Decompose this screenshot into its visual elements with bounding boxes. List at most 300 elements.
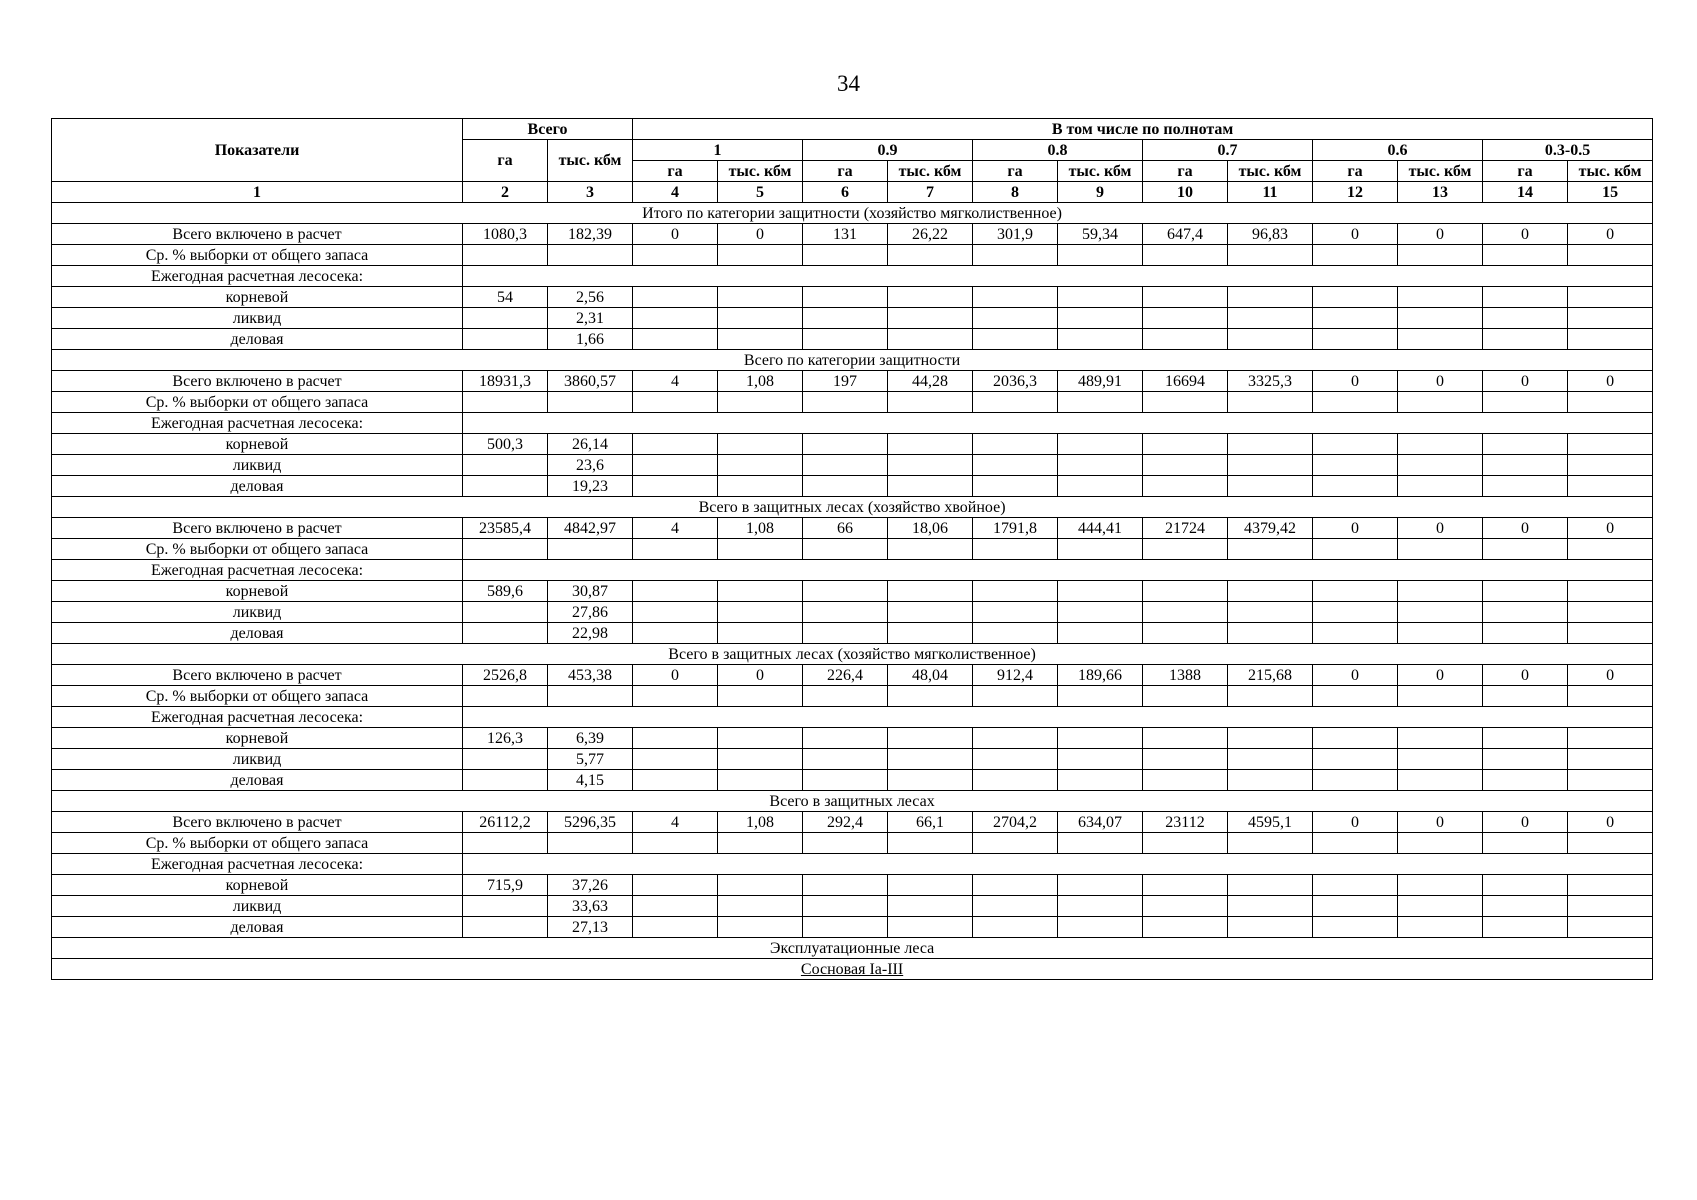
- value-cell: [1058, 392, 1143, 413]
- value-cell: 21724: [1143, 518, 1228, 539]
- value-cell: [1058, 245, 1143, 266]
- row-label: Ежегодная расчетная лесосека:: [52, 854, 463, 875]
- value-cell: 0: [1313, 518, 1398, 539]
- value-cell: [1228, 539, 1313, 560]
- section-header-row: [52, 791, 1653, 812]
- value-cell: [973, 623, 1058, 644]
- value-cell: [718, 875, 803, 896]
- value-cell: [1058, 896, 1143, 917]
- section-title-text: Сосновая Ia-III: [800, 960, 904, 978]
- table-row: [52, 917, 1653, 938]
- row-label: Ср. % выборки от общего запаса: [52, 833, 463, 854]
- value-cell: [1483, 434, 1568, 455]
- row-label: Ежегодная расчетная лесосека:: [52, 413, 463, 434]
- value-cell: 131: [803, 224, 888, 245]
- row-label: корневой: [52, 287, 463, 308]
- value-cell: [973, 896, 1058, 917]
- value-cell: [888, 476, 973, 497]
- value-cell: 912,4: [973, 665, 1058, 686]
- header-ha: га: [1313, 161, 1398, 182]
- value-cell: [1568, 833, 1653, 854]
- value-cell: 3860,57: [548, 371, 633, 392]
- value-cell: 715,9: [463, 875, 548, 896]
- value-cell: [973, 392, 1058, 413]
- page-number: 34: [837, 71, 860, 96]
- value-cell: [1483, 455, 1568, 476]
- value-cell: [1568, 434, 1653, 455]
- value-cell: [1483, 875, 1568, 896]
- value-cell: [1058, 875, 1143, 896]
- value-cell: [548, 245, 633, 266]
- value-cell: [463, 602, 548, 623]
- value-cell: [803, 602, 888, 623]
- value-cell: [1143, 476, 1228, 497]
- column-number: 1: [52, 182, 463, 203]
- value-cell: [803, 245, 888, 266]
- value-cell: [888, 539, 973, 560]
- value-cell: [718, 749, 803, 770]
- value-cell: 0: [1483, 224, 1568, 245]
- value-cell: 4842,97: [548, 518, 633, 539]
- value-cell: [1143, 686, 1228, 707]
- value-cell: 3325,3: [1228, 371, 1313, 392]
- value-cell: [973, 602, 1058, 623]
- value-cell: [718, 770, 803, 791]
- value-cell: [973, 686, 1058, 707]
- header-ha: га: [1143, 161, 1228, 182]
- table-row: [52, 749, 1653, 770]
- value-cell: [1568, 245, 1653, 266]
- value-cell: [633, 245, 718, 266]
- value-cell: [803, 623, 888, 644]
- value-cell: [718, 434, 803, 455]
- value-cell: [1398, 833, 1483, 854]
- value-cell: [803, 770, 888, 791]
- value-cell: 27,86: [548, 602, 633, 623]
- table-row: [52, 665, 1653, 686]
- value-cell: 1,08: [718, 371, 803, 392]
- header-density-group: 0.8: [973, 140, 1143, 161]
- value-cell: [1313, 602, 1398, 623]
- table-row: [52, 308, 1653, 329]
- value-cell: [1143, 581, 1228, 602]
- header-total-ha: га: [463, 140, 548, 182]
- table-row: [52, 770, 1653, 791]
- table-row: [52, 392, 1653, 413]
- value-cell: [1313, 245, 1398, 266]
- value-cell: [633, 602, 718, 623]
- section-title: [52, 350, 1653, 371]
- section-title: [52, 938, 1653, 959]
- value-cell: [1313, 896, 1398, 917]
- value-cell: [1058, 833, 1143, 854]
- table-row: [52, 434, 1653, 455]
- value-cell: [1568, 602, 1653, 623]
- value-cell: [1058, 917, 1143, 938]
- value-cell: 18931,3: [463, 371, 548, 392]
- value-cell: 647,4: [1143, 224, 1228, 245]
- column-number: 7: [888, 182, 973, 203]
- value-cell: 19,23: [548, 476, 633, 497]
- value-cell: [1483, 602, 1568, 623]
- value-cell: 5,77: [548, 749, 633, 770]
- value-cell: [1058, 434, 1143, 455]
- value-cell: 0: [1568, 371, 1653, 392]
- value-cell: [1483, 476, 1568, 497]
- value-cell: 0: [1313, 371, 1398, 392]
- value-cell: [1228, 770, 1313, 791]
- value-cell: 1080,3: [463, 224, 548, 245]
- row-label: Ср. % выборки от общего запаса: [52, 245, 463, 266]
- value-cell: 16694: [1143, 371, 1228, 392]
- value-cell: [1483, 749, 1568, 770]
- value-cell: 0: [1483, 665, 1568, 686]
- value-cell: [1143, 308, 1228, 329]
- value-cell: [633, 686, 718, 707]
- value-cell: 2036,3: [973, 371, 1058, 392]
- value-cell: [973, 728, 1058, 749]
- value-cell: [973, 833, 1058, 854]
- table-row: [52, 686, 1653, 707]
- value-cell: [1483, 623, 1568, 644]
- value-cell: [1398, 602, 1483, 623]
- value-cell: [1483, 917, 1568, 938]
- value-cell: [1058, 455, 1143, 476]
- value-cell: 0: [1568, 812, 1653, 833]
- table-body: [52, 203, 1653, 980]
- value-cell: [1143, 602, 1228, 623]
- value-cell: [1568, 581, 1653, 602]
- table-row: [52, 707, 1653, 728]
- value-cell: [803, 875, 888, 896]
- value-cell: [1313, 749, 1398, 770]
- value-cell: [633, 329, 718, 350]
- value-cell: 44,28: [888, 371, 973, 392]
- value-cell: 0: [1483, 518, 1568, 539]
- value-cell: 4,15: [548, 770, 633, 791]
- value-cell: [463, 896, 548, 917]
- table-row: [52, 854, 1653, 875]
- column-number: 10: [1143, 182, 1228, 203]
- value-cell: [463, 560, 1653, 581]
- value-cell: 2704,2: [973, 812, 1058, 833]
- value-cell: [1398, 749, 1483, 770]
- value-cell: [718, 392, 803, 413]
- value-cell: [1568, 875, 1653, 896]
- row-label: Всего включено в расчет: [52, 665, 463, 686]
- column-number: 15: [1568, 182, 1653, 203]
- value-cell: [463, 707, 1653, 728]
- value-cell: [463, 245, 548, 266]
- column-number: 4: [633, 182, 718, 203]
- value-cell: [463, 833, 548, 854]
- value-cell: [1568, 623, 1653, 644]
- value-cell: [1398, 539, 1483, 560]
- header-total: Всего: [463, 119, 633, 140]
- header-ha: га: [973, 161, 1058, 182]
- value-cell: [463, 917, 548, 938]
- section-title: [52, 497, 1653, 518]
- value-cell: [973, 308, 1058, 329]
- value-cell: [633, 308, 718, 329]
- value-cell: [1058, 539, 1143, 560]
- value-cell: [633, 896, 718, 917]
- value-cell: 1388: [1143, 665, 1228, 686]
- value-cell: [1228, 917, 1313, 938]
- value-cell: [888, 896, 973, 917]
- value-cell: [1483, 539, 1568, 560]
- value-cell: [1398, 581, 1483, 602]
- row-label: ликвид: [52, 749, 463, 770]
- value-cell: [1058, 287, 1143, 308]
- row-label: ликвид: [52, 308, 463, 329]
- value-cell: [1313, 476, 1398, 497]
- value-cell: [1398, 875, 1483, 896]
- value-cell: [633, 539, 718, 560]
- value-cell: [1398, 308, 1483, 329]
- value-cell: [888, 749, 973, 770]
- header-ha: га: [1483, 161, 1568, 182]
- value-cell: [633, 749, 718, 770]
- row-label: Ср. % выборки от общего запаса: [52, 539, 463, 560]
- value-cell: 453,38: [548, 665, 633, 686]
- row-label: деловая: [52, 770, 463, 791]
- row-label: Ср. % выборки от общего запаса: [52, 392, 463, 413]
- value-cell: [803, 833, 888, 854]
- value-cell: [718, 308, 803, 329]
- table-row: [52, 623, 1653, 644]
- value-cell: 0: [1398, 665, 1483, 686]
- value-cell: [463, 392, 548, 413]
- value-cell: [1143, 917, 1228, 938]
- value-cell: [888, 728, 973, 749]
- section-title-text: Итого по категории защитности (хозяйство мягколиственное): [642, 204, 1062, 222]
- value-cell: [1228, 476, 1313, 497]
- value-cell: [1143, 455, 1228, 476]
- value-cell: [1228, 581, 1313, 602]
- value-cell: [463, 749, 548, 770]
- value-cell: [973, 476, 1058, 497]
- section-title-text: Всего в защитных лесах (хозяйство мягколиственное): [668, 645, 1036, 663]
- column-number: 2: [463, 182, 548, 203]
- value-cell: [1143, 623, 1228, 644]
- value-cell: [1228, 749, 1313, 770]
- header-volume: тыс. кбм: [718, 161, 803, 182]
- value-cell: 0: [1398, 518, 1483, 539]
- value-cell: [1483, 392, 1568, 413]
- section-header-row: [52, 959, 1653, 980]
- value-cell: [888, 287, 973, 308]
- value-cell: 4: [633, 371, 718, 392]
- header-indicators: Показатели: [52, 119, 463, 182]
- value-cell: 26112,2: [463, 812, 548, 833]
- value-cell: [1568, 476, 1653, 497]
- column-number: 9: [1058, 182, 1143, 203]
- value-cell: [1568, 539, 1653, 560]
- row-label: корневой: [52, 728, 463, 749]
- value-cell: [548, 539, 633, 560]
- section-header-row: [52, 203, 1653, 224]
- value-cell: [803, 728, 888, 749]
- header-density-group: 0.3-0.5: [1483, 140, 1653, 161]
- value-cell: [973, 875, 1058, 896]
- value-cell: 48,04: [888, 665, 973, 686]
- value-cell: [888, 686, 973, 707]
- value-cell: [1313, 917, 1398, 938]
- value-cell: [888, 434, 973, 455]
- section-title-text: Всего по категории защитности: [743, 351, 961, 369]
- row-label: Ежегодная расчетная лесосека:: [52, 560, 463, 581]
- table-row: [52, 476, 1653, 497]
- value-cell: [803, 581, 888, 602]
- value-cell: [803, 896, 888, 917]
- value-cell: [973, 434, 1058, 455]
- value-cell: [803, 539, 888, 560]
- value-cell: [1228, 287, 1313, 308]
- value-cell: [1483, 728, 1568, 749]
- row-label: корневой: [52, 875, 463, 896]
- value-cell: 4595,1: [1228, 812, 1313, 833]
- value-cell: 189,66: [1058, 665, 1143, 686]
- value-cell: [463, 308, 548, 329]
- value-cell: [1058, 308, 1143, 329]
- value-cell: 0: [1398, 812, 1483, 833]
- value-cell: 0: [1568, 665, 1653, 686]
- section-header-row: [52, 938, 1653, 959]
- value-cell: [633, 770, 718, 791]
- table-row: [52, 413, 1653, 434]
- value-cell: [1228, 833, 1313, 854]
- value-cell: [1398, 917, 1483, 938]
- value-cell: 18,06: [888, 518, 973, 539]
- header-density-group: 1: [633, 140, 803, 161]
- value-cell: 301,9: [973, 224, 1058, 245]
- value-cell: [718, 245, 803, 266]
- value-cell: 0: [1483, 371, 1568, 392]
- value-cell: [633, 476, 718, 497]
- value-cell: 634,07: [1058, 812, 1143, 833]
- row-label: ликвид: [52, 455, 463, 476]
- value-cell: [463, 770, 548, 791]
- value-cell: [973, 917, 1058, 938]
- column-number: 12: [1313, 182, 1398, 203]
- value-cell: [1398, 245, 1483, 266]
- value-cell: [1058, 770, 1143, 791]
- value-cell: 0: [1398, 371, 1483, 392]
- value-cell: [803, 917, 888, 938]
- value-cell: [973, 329, 1058, 350]
- value-cell: [548, 833, 633, 854]
- value-cell: [718, 539, 803, 560]
- value-cell: [1313, 728, 1398, 749]
- value-cell: [1228, 245, 1313, 266]
- value-cell: [633, 434, 718, 455]
- value-cell: [888, 581, 973, 602]
- value-cell: [1483, 833, 1568, 854]
- value-cell: [1483, 245, 1568, 266]
- value-cell: [803, 476, 888, 497]
- value-cell: [1313, 770, 1398, 791]
- value-cell: 59,34: [1058, 224, 1143, 245]
- value-cell: [718, 602, 803, 623]
- value-cell: [633, 455, 718, 476]
- value-cell: [718, 896, 803, 917]
- value-cell: [548, 392, 633, 413]
- row-label: ликвид: [52, 602, 463, 623]
- value-cell: [1228, 434, 1313, 455]
- value-cell: [718, 833, 803, 854]
- row-label: деловая: [52, 329, 463, 350]
- value-cell: [463, 539, 548, 560]
- column-number: 5: [718, 182, 803, 203]
- value-cell: [1143, 875, 1228, 896]
- value-cell: [1398, 896, 1483, 917]
- table-row: [52, 896, 1653, 917]
- section-title-text: Всего в защитных лесах: [769, 792, 935, 810]
- value-cell: [1398, 623, 1483, 644]
- value-cell: [463, 686, 548, 707]
- section-header-row: [52, 644, 1653, 665]
- value-cell: 2,31: [548, 308, 633, 329]
- value-cell: 197: [803, 371, 888, 392]
- table-row: [52, 812, 1653, 833]
- header-density-group: 0.9: [803, 140, 973, 161]
- value-cell: [803, 455, 888, 476]
- row-label: Всего включено в расчет: [52, 224, 463, 245]
- value-cell: [1228, 602, 1313, 623]
- value-cell: [1313, 455, 1398, 476]
- value-cell: 30,87: [548, 581, 633, 602]
- value-cell: [1313, 329, 1398, 350]
- value-cell: 4: [633, 518, 718, 539]
- value-cell: 54: [463, 287, 548, 308]
- value-cell: [1228, 329, 1313, 350]
- row-label: деловая: [52, 917, 463, 938]
- value-cell: [718, 728, 803, 749]
- value-cell: 126,3: [463, 728, 548, 749]
- value-cell: [1228, 623, 1313, 644]
- value-cell: [718, 917, 803, 938]
- column-number: 3: [548, 182, 633, 203]
- table-row: [52, 833, 1653, 854]
- value-cell: [1143, 833, 1228, 854]
- value-cell: [633, 728, 718, 749]
- value-cell: [1398, 455, 1483, 476]
- value-cell: [1483, 686, 1568, 707]
- value-cell: [1398, 476, 1483, 497]
- value-cell: [1313, 875, 1398, 896]
- value-cell: [463, 413, 1653, 434]
- value-cell: 96,83: [1228, 224, 1313, 245]
- value-cell: [1483, 770, 1568, 791]
- value-cell: [1058, 476, 1143, 497]
- value-cell: 26,22: [888, 224, 973, 245]
- value-cell: 66: [803, 518, 888, 539]
- value-cell: 0: [1398, 224, 1483, 245]
- value-cell: [548, 686, 633, 707]
- value-cell: [1228, 686, 1313, 707]
- row-label: Всего включено в расчет: [52, 812, 463, 833]
- value-cell: [803, 686, 888, 707]
- row-label: Ежегодная расчетная лесосека:: [52, 266, 463, 287]
- table-row: [52, 245, 1653, 266]
- value-cell: [803, 287, 888, 308]
- value-cell: [633, 833, 718, 854]
- value-cell: [463, 455, 548, 476]
- value-cell: [1398, 770, 1483, 791]
- value-cell: 66,1: [888, 812, 973, 833]
- value-cell: [1143, 329, 1228, 350]
